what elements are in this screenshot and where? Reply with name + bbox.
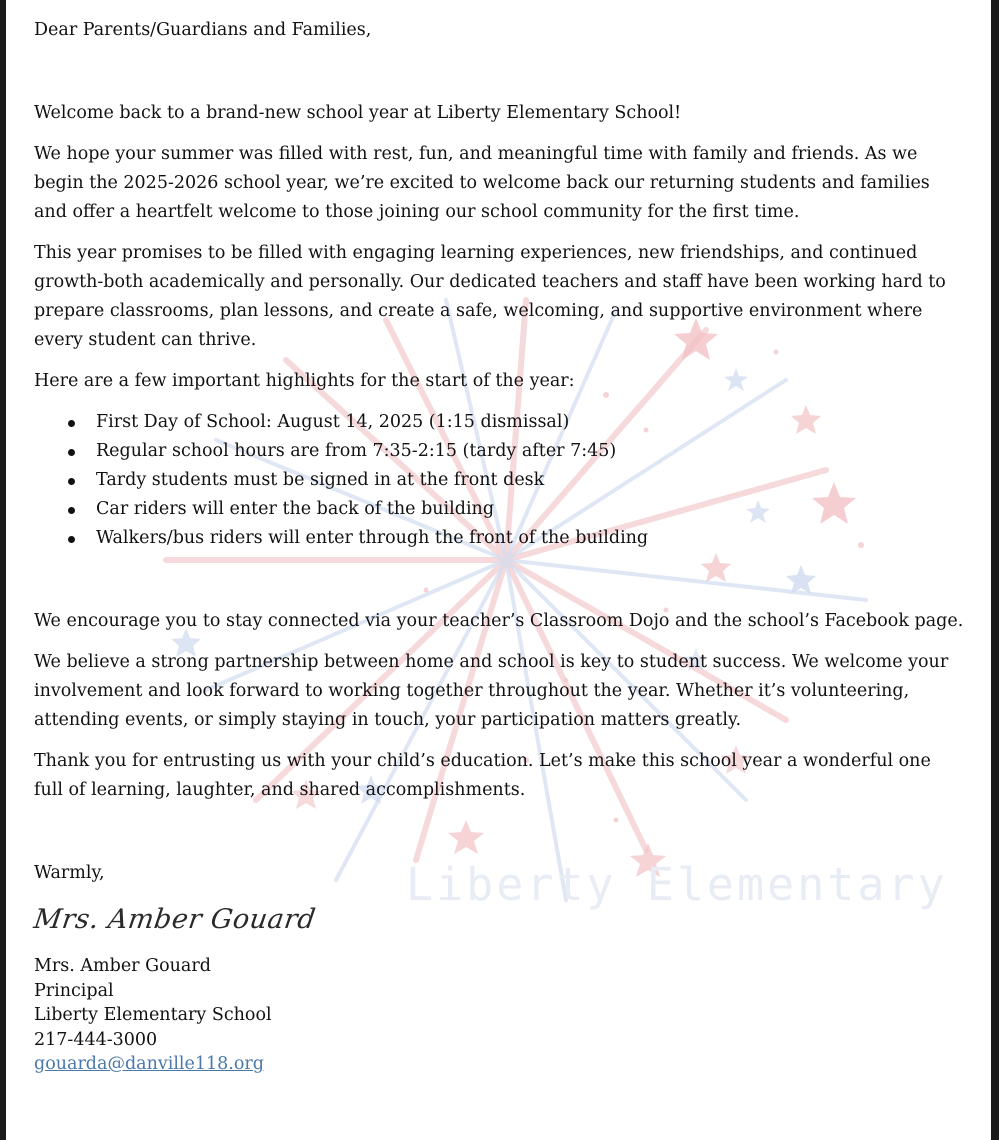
letter-page <box>6 0 991 1140</box>
highlights-intro: Here are a few important highlights for the start of the year: <box>34 371 575 391</box>
signer-school: Liberty Elementary School <box>34 1005 272 1025</box>
closing: Warmly, <box>34 863 105 883</box>
stay-connected-paragraph: We encourage you to stay connected via your teacher’s Classroom Dojo and the school’s Facebook page. <box>34 611 964 631</box>
signature-block <box>34 954 964 1077</box>
signer-phone: 217-444-3000 <box>34 1029 158 1050</box>
list-item: Car riders will enter the back of the building <box>96 495 964 524</box>
list-item: Regular school hours are from 7:35-2:15 (tardy after 7:45) <box>96 437 964 466</box>
salutation: Dear Parents/Guardians and Families, <box>34 20 372 40</box>
partnership-paragraph: We believe a strong partnership between home and school is key to student success. We welcome your involvement and look forward to working together throughout the year. Whether it’s volunteering, attending events, or simply staying in touch, your participation matters greatly. <box>34 652 949 730</box>
email-link[interactable]: gouarda@danville118.org <box>34 1054 264 1074</box>
year-promise-paragraph: This year promises to be filled with engaging learning experiences, new friendships, and continued growth-both academically and personally. Our dedicated teachers and staff have been working hard to prepare classrooms, plan lessons, and create a safe, welcoming, and supportive environment where every student can thrive. <box>34 243 946 350</box>
list-item: First Day of School: August 14, 2025 (1:15 dismissal) <box>96 408 964 437</box>
highlights-list <box>34 408 964 553</box>
list-item: Tardy students must be signed in at the front desk <box>96 466 964 495</box>
list-item: Walkers/bus riders will enter through the front of the building <box>96 524 964 553</box>
handwritten-signature: Mrs. Amber Gouard <box>31 904 318 935</box>
signer-title: Principal <box>34 980 114 1001</box>
school-watermark: Liberty Elementary <box>406 858 948 911</box>
letter-body <box>31 16 964 1077</box>
signer-name: Mrs. Amber Gouard <box>34 956 211 976</box>
welcome-paragraph: Welcome back to a brand-new school year at Liberty Elementary School! <box>34 103 682 123</box>
summer-paragraph: We hope your summer was filled with rest, fun, and meaningful time with family and friends. As we begin the 2025-2026 school year, we’re excited to welcome back our returning students and families and offer a heartfelt welcome to those joining our school community for the first time. <box>34 144 930 222</box>
thank-you-paragraph: Thank you for entrusting us with your child’s education. Let’s make this school year a wonderful one full of learning, laughter, and shared accomplishments. <box>34 751 931 800</box>
